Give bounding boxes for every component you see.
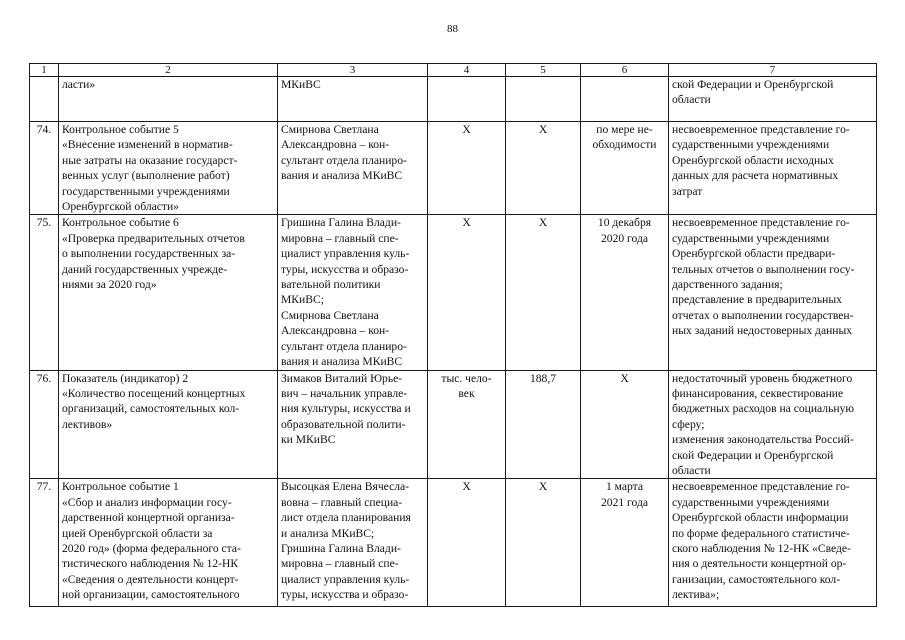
risk-cell: ской Федерации и Оренбургской области: [669, 77, 877, 122]
value-cell: [506, 77, 581, 122]
column-header: 5: [506, 64, 581, 77]
risk-cell: несвоевременное представление го- сударственными учреждениями Оренбургской области исходных данных для расчета нормативных затрат: [669, 122, 877, 215]
deadline-cell: по мере не- обходимости: [581, 122, 669, 215]
continuation-row: [30, 77, 877, 122]
table-row: [30, 215, 877, 370]
unit-cell: [428, 77, 506, 122]
responsible-cell: МКиВС: [278, 77, 428, 122]
table-row: [30, 370, 877, 479]
column-header: 3: [278, 64, 428, 77]
column-number-row: [30, 64, 877, 77]
risk-cell: недостаточный уровень бюджетного финансирования, секвестирование бюджетных расходов на социальную сферу; изменения законодательства Россий- ской Федерации и Оренбургской области: [669, 370, 877, 479]
event-cell: Показатель (индикатор) 2 «Количество посещений концертных организаций, самостоятельных кол- лективов»: [59, 370, 278, 479]
event-cell: Контрольное событие 5 «Внесение изменений в норматив- ные затраты на оказание государст- венных услуг (выполнение работ) государственными учреждениями Оренбургской области»: [59, 122, 278, 215]
row-number: 75.: [30, 215, 59, 370]
value-cell: 188,7: [506, 370, 581, 479]
deadline-cell: 1 марта 2021 года: [581, 479, 669, 607]
report-table: [29, 63, 877, 607]
column-header: 7: [669, 64, 877, 77]
deadline-cell: Х: [581, 370, 669, 479]
value-cell: Х: [506, 122, 581, 215]
event-cell: Контрольное событие 1 «Сбор и анализ информации госу- дарственной концертной организа- цией Оренбургской области за 2020 год» (форма федерального ста- тистического наблюдения № 12-НК «Сведения о деятельности концерт- ной организации, самостоятельного: [59, 479, 278, 607]
column-header: 4: [428, 64, 506, 77]
deadline-cell: 10 декабря 2020 года: [581, 215, 669, 370]
unit-cell: Х: [428, 479, 506, 607]
event-cell: ласти»: [59, 77, 278, 122]
column-header: 1: [30, 64, 59, 77]
responsible-cell: Смирнова Светлана Александровна – кон- сультант отдела планиро- вания и анализа МКиВС: [278, 122, 428, 215]
row-number-cell: [30, 77, 59, 122]
row-number: 74.: [30, 122, 59, 215]
unit-cell: Х: [428, 122, 506, 215]
column-header: 2: [59, 64, 278, 77]
unit-cell: Х: [428, 215, 506, 370]
responsible-cell: Гришина Галина Влади- мировна – главный спе- циалист управления куль- туры, искусства и образо- вательной политики МКиВС; Смирнова Светлана Александровна – кон- сультант отдела планиро- вания и анализа МКиВС: [278, 215, 428, 370]
value-cell: Х: [506, 479, 581, 607]
row-number: 76.: [30, 370, 59, 479]
page-number: 88: [447, 23, 458, 35]
unit-cell: тыс. чело- век: [428, 370, 506, 479]
risk-cell: несвоевременное представление го- сударственными учреждениями Оренбургской области информации по форме федерального статистиче- ского наблюдения № 12-НК «Сведе- ния о деятельности концертной ор- ганизации, самостоятельного кол- лектива»;: [669, 479, 877, 607]
risk-cell: несвоевременное представление го- сударственными учреждениями Оренбургской области предвари- тельных отчетов о выполнении госу- дарственного задания; представление в предварительных отчетах о выполнении государствен- ных заданий недостоверных данных: [669, 215, 877, 370]
table-row: [30, 122, 877, 215]
table-row: [30, 479, 877, 607]
event-cell: Контрольное событие 6 «Проверка предварительных отчетов о выполнении государственных за- даний государственных учрежде- ниями за 2020 год»: [59, 215, 278, 370]
deadline-cell: [581, 77, 669, 122]
row-number: 77.: [30, 479, 59, 607]
value-cell: Х: [506, 215, 581, 370]
responsible-cell: Высоцкая Елена Вячесла- вовна – главный специа- лист отдела планирования и анализа МКиВС; Гришина Галина Влади- мировна – главный спе- циалист управления куль- туры, искусства и образо-: [278, 479, 428, 607]
column-header: 6: [581, 64, 669, 77]
responsible-cell: Зимаков Виталий Юрье- вич – начальник управле- ния культуры, искусства и образовательной полити- ки МКиВС: [278, 370, 428, 479]
